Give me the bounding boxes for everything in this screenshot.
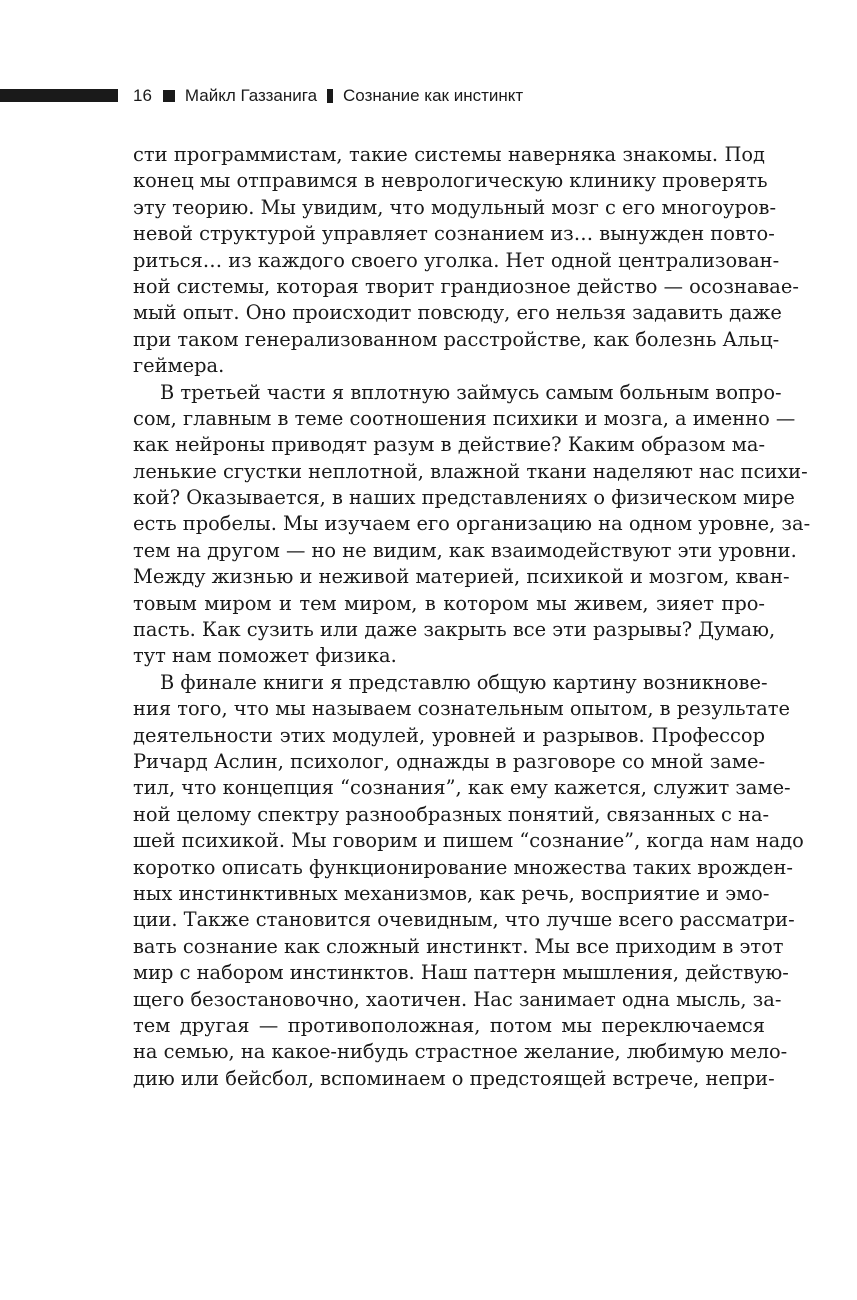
text-line: товым миром и тем миром, в котором мы живем, зияет про- [133,591,765,615]
text-line: Между жизнью и неживой материей, психикой и мозгом, кван- [133,565,790,589]
text-line: как нейроны приводят разум в действие? Каким образом ма- [133,433,765,457]
text-line: конец мы отправимся в неврологическую клинику проверять [133,169,768,193]
text-line: дию или бейсбол, вспоминаем о предстоящей встрече, непри- [133,1066,775,1090]
book-title: Сознание как инстинкт [343,86,524,105]
running-head [133,84,523,108]
paragraph [133,670,804,1092]
text-line: эту теорию. Мы увидим, что модульный мозг с его многоуров- [133,195,776,219]
text-line: шей психикой. Мы говорим и пишем “сознание”, когда нам надо [133,829,804,853]
text-line: мир с набором инстинктов. Наш паттерн мышления, действую- [133,961,789,985]
text-line: кой? Оказывается, в наших представлениях о физическом мире [133,486,795,510]
text-line: тут нам поможет физика. [133,644,397,668]
text-line: коротко описать функционирование множества таких врожден- [133,855,793,879]
text-line: В финале книги я представлю общую картину возникнове- [160,670,768,694]
text-line: тем на другом — но не видим, как взаимодействуют эти уровни. [133,538,797,562]
text-line: на семью, на какое-нибудь страстное желание, любимую мело- [133,1040,788,1064]
text-line: геймера. [133,354,225,378]
text-line: ленькие сгустки неплотной, влажной ткани наделяют нас психи- [133,459,808,483]
text-line: ной целому спектру разнообразных понятий, связанных с на- [133,802,770,826]
text-line: тем другая — противоположная, потом мы переключаемся [133,1013,765,1037]
text-line: вать сознание как сложный инстинкт. Мы все приходим в этот [133,934,784,958]
text-line: тил, что концепция “сознания”, как ему кажется, служит заме- [133,776,791,800]
text-line: сти программистам, такие системы наверняка знакомы. Под [133,143,765,166]
page-number: 16 [133,86,152,105]
text-line: ции. Также становится очевидным, что лучше всего рассматри- [133,908,795,932]
author-name: Майкл Газзанига [184,86,318,105]
text-line: ной системы, которая творит грандиозное действо — осознавае- [133,274,799,298]
text-line: при таком генерализованном расстройстве, как болезнь Альц- [133,327,780,351]
square-separator-icon [163,90,175,102]
header-rule [0,89,118,102]
text-line: мый опыт. Оно происходит повсюду, его нельзя задавить даже [133,301,782,325]
text-line: деятельности этих модулей, уровней и разрывов. Профессор [133,723,765,747]
text-line: сом, главным в теме соотношения психики и мозга, а именно — [133,406,796,430]
text-line: риться… из каждого своего уголка. Нет одной централизован- [133,248,780,272]
text-line: В третьей части я вплотную займусь самым больным вопро- [160,380,782,404]
paragraph [133,142,799,380]
paragraph [133,380,811,670]
text-line: ных инстинктивных механизмов, как речь, восприятие и эмо- [133,881,770,905]
text-line: щего безостановочно, хаотичен. Нас занимает одна мысль, за- [133,987,782,1011]
bar-separator-icon [327,89,333,103]
text-line: ния того, что мы называем сознательным опытом, в результате [133,697,790,721]
text-line: пасть. Как сузить или даже закрыть все эти разрывы? Думаю, [133,618,776,642]
body-text [133,142,811,1092]
text-line: есть пробелы. Мы изучаем его организацию на одном уровне, за- [133,512,811,536]
text-line: Ричард Аслин, психолог, однажды в разговоре со мной заме- [133,749,765,773]
text-line: невой структурой управляет сознанием из… вынужден повто- [133,222,775,246]
